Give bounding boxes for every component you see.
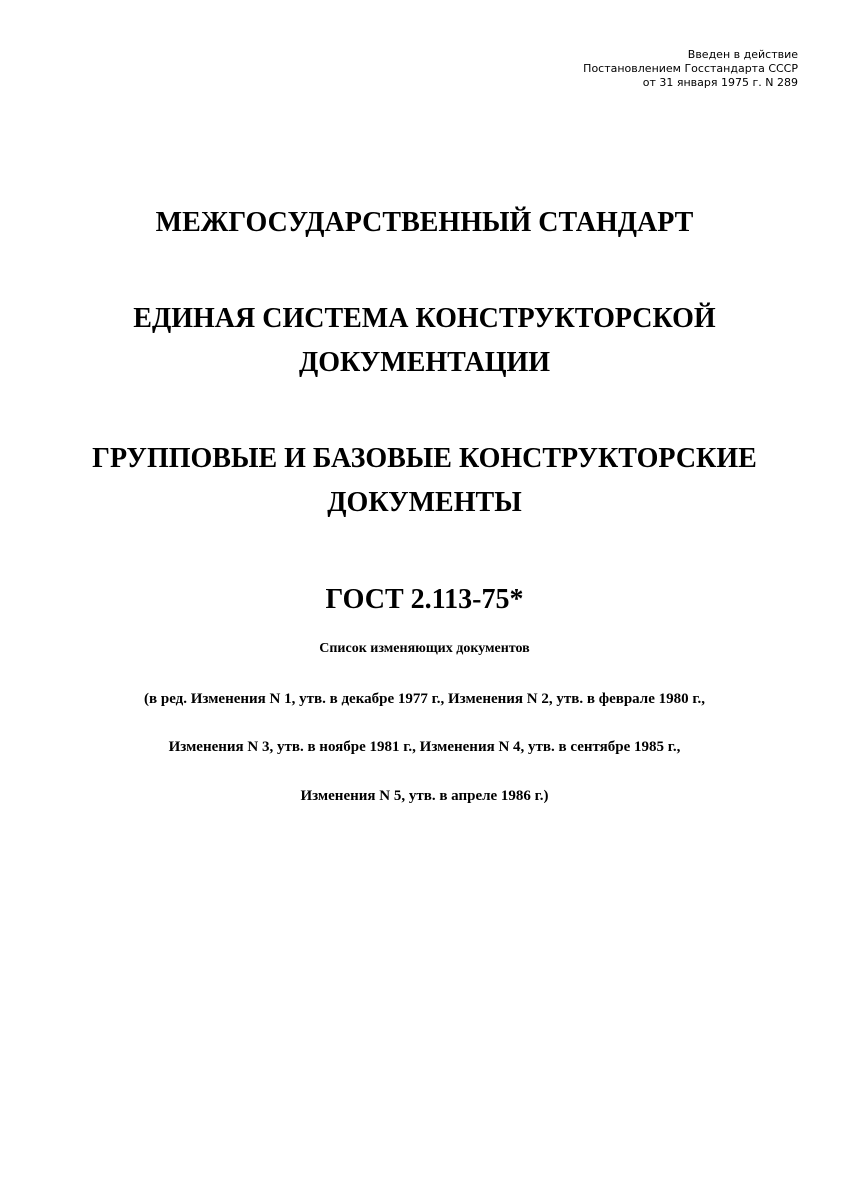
enactment-line: Постановлением Госстандарта СССР [583,62,798,75]
system-title-line: ДОКУМЕНТАЦИИ [298,347,551,378]
document-title [0,437,849,525]
document-title-line: ДОКУМЕНТЫ [327,487,522,518]
document-title-line: ГРУППОВЫЕ И БАЗОВЫЕ КОНСТРУКТОРСКИЕ [92,443,757,474]
changes-caption: Список изменяющих документов [319,641,530,656]
enactment-line: от 31 января 1975 г. N 289 [642,76,798,89]
enactment-line: Введен в действие [687,48,798,61]
enactment-note [583,48,798,90]
changes-line: (в ред. Изменения N 1, утв. в декабре 1977 г., Изменения N 2, утв. в феврале 1980 г., [144,691,705,707]
system-title [0,297,849,385]
system-title-line: ЕДИНАЯ СИСТЕМА КОНСТРУКТОРСКОЙ [133,303,716,334]
changes-line: Изменения N 3, утв. в ноябре 1981 г., Изменения N 4, утв. в сентябре 1985 г., [168,739,681,755]
standard-category: МЕЖГОСУДАРСТВЕННЫЙ СТАНДАРТ [155,207,694,238]
changes-line: Изменения N 5, утв. в апреле 1986 г.) [300,788,549,804]
gost-number: ГОСТ 2.113-75* [325,584,524,615]
